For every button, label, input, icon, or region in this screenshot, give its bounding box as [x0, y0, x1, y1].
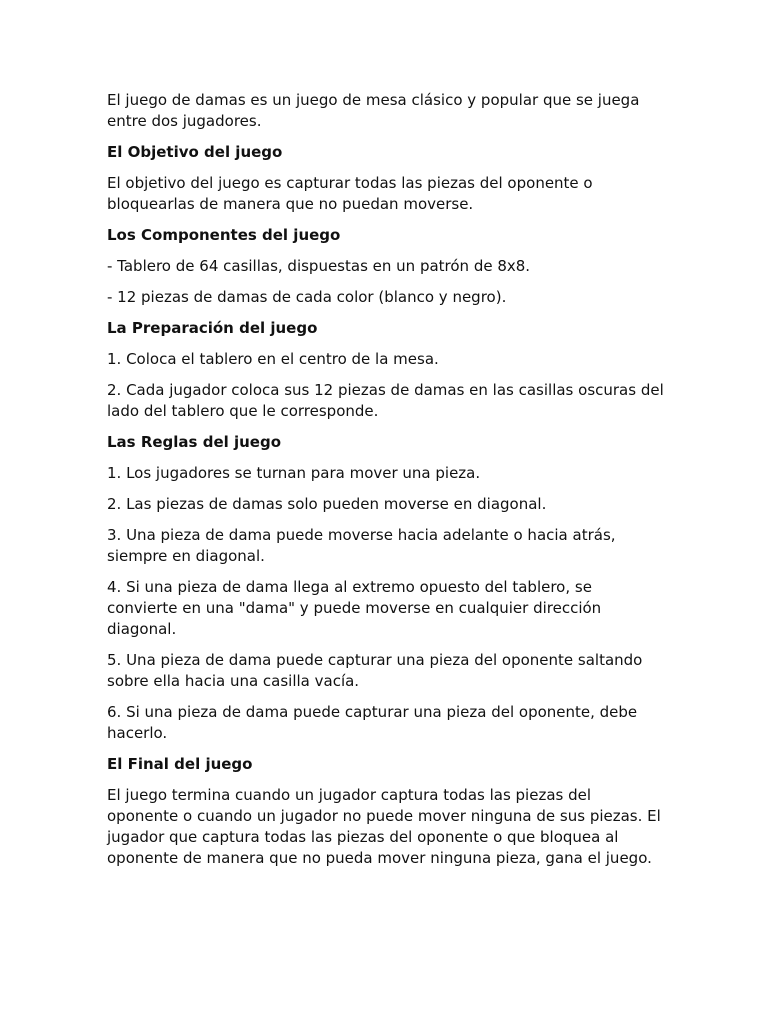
section-heading-componentes: Los Componentes del juego	[107, 226, 341, 244]
preparacion-step-2: 2. Cada jugador coloca sus 12 piezas de damas en las casillas oscuras del lado del tablero que le corresponde.	[107, 381, 664, 420]
document-page	[107, 90, 667, 879]
regla-1: 1. Los jugadores se turnan para mover una pieza.	[107, 464, 481, 482]
objetivo-paragraph: El objetivo del juego es capturar todas las piezas del oponente o bloquearlas de manera que no puedan moverse.	[107, 174, 593, 213]
regla-2: 2. Las piezas de damas solo pueden moverse en diagonal.	[107, 495, 547, 513]
componentes-item-2: - 12 piezas de damas de cada color (blanco y negro).	[107, 288, 507, 306]
section-heading-final: El Final del juego	[107, 755, 253, 773]
final-paragraph: El juego termina cuando un jugador captura todas las piezas del oponente o cuando un jugador no puede mover ninguna de sus piezas. El jugador que captura todas las piezas del oponente o que bloquea al oponente de manera que no pueda mover ninguna pieza, gana el juego.	[107, 786, 661, 867]
section-heading-objetivo: El Objetivo del juego	[107, 143, 283, 161]
section-heading-preparacion: La Preparación del juego	[107, 319, 318, 337]
section-heading-reglas: Las Reglas del juego	[107, 433, 282, 451]
componentes-item-1: - Tablero de 64 casillas, dispuestas en un patrón de 8x8.	[107, 257, 531, 275]
regla-5: 5. Una pieza de dama puede capturar una pieza del oponente saltando sobre ella hacia una casilla vacía.	[107, 651, 643, 690]
regla-4: 4. Si una pieza de dama llega al extremo opuesto del tablero, se convierte en una "dama" y puede moverse en cualquier dirección diagonal.	[107, 578, 602, 638]
regla-3: 3. Una pieza de dama puede moverse hacia adelante o hacia atrás, siempre en diagonal.	[107, 526, 616, 565]
preparacion-step-1: 1. Coloca el tablero en el centro de la mesa.	[107, 350, 439, 368]
intro-paragraph: El juego de damas es un juego de mesa clásico y popular que se juega entre dos jugadores.	[107, 91, 640, 130]
regla-6: 6. Si una pieza de dama puede capturar una pieza del oponente, debe hacerlo.	[107, 703, 638, 742]
